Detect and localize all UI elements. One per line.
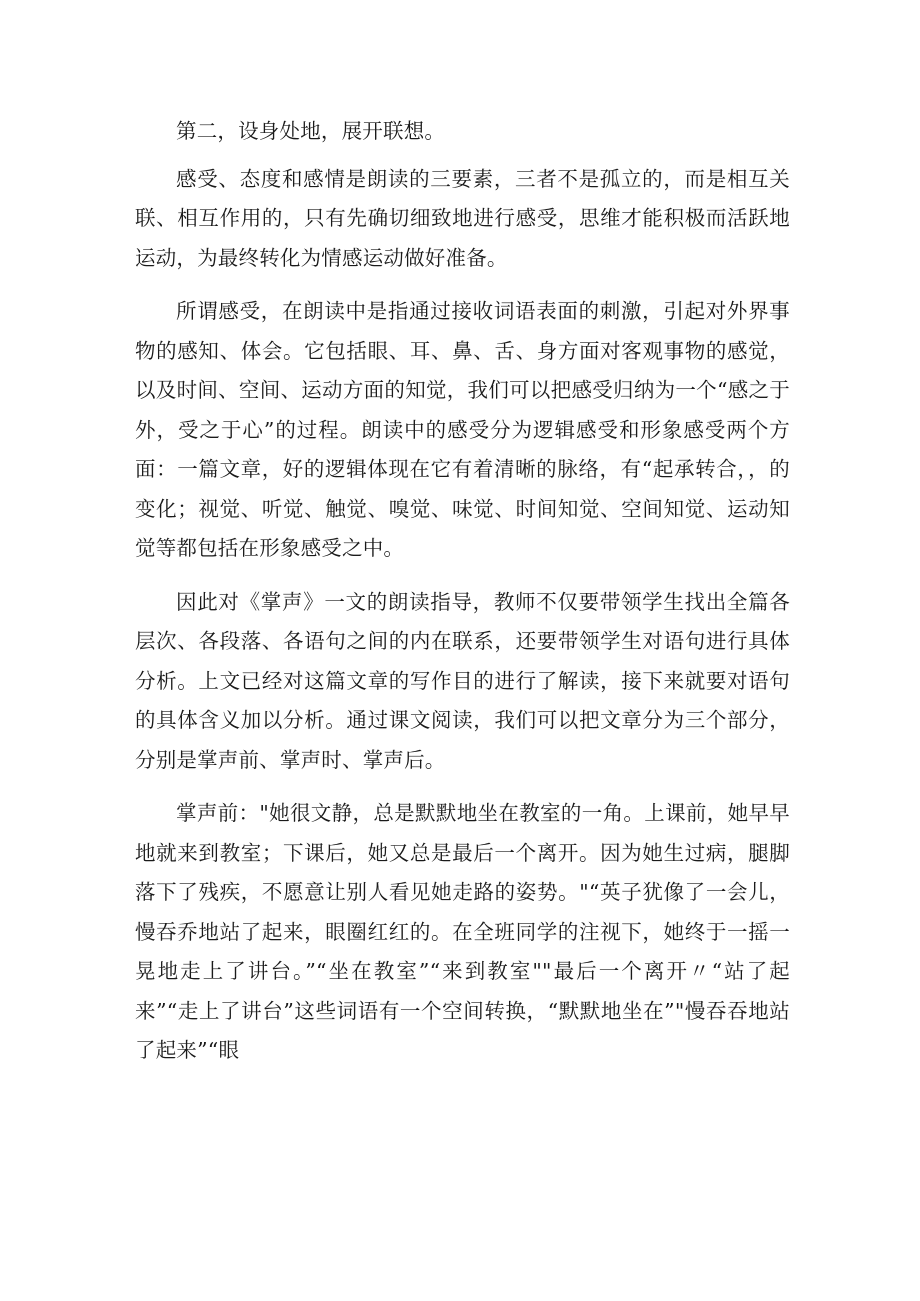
- paragraph: 感受、态度和感情是朗读的三要素，三者不是孤立的，而是相互关联、相互作用的，只有先确切细致地进行感受，思维才能积极而活跃地运动，为最终转化为情感运动做好准备。: [135, 166, 790, 270]
- document-body: [135, 112, 790, 1085]
- paragraph-heading: 第二，设身处地，展开联想。: [176, 119, 446, 143]
- paragraph: 掌声前："她很文静，总是默默地坐在教室的一角。上课前，她早早地就来到教室；下课后，她又总是最后一个离开。因为她生过病，腿脚落下了残疾，不愿意让别人看见她走路的姿势。"“英子犹像了一会儿，慢吞乔地站了起来，眼圈红红的。在全班同学的注视下，她终于一摇一晃地走上了讲台。”“坐在教室”“来到教室""最后一个离开〃“站了起来”“走上了讲台”这些词语有一个空间转换，“默默地坐在”"慢吞吞地站了起来”“眼: [135, 801, 790, 1062]
- paragraph: 因此对《掌声》一文的朗读指导，教师不仅要带领学生找出全篇各层次、各段落、各语句之间的内在联系，还要带领学生对语句进行具体分析。上文已经对这篇文章的写作目的进行了解读，接下来就要对语句的具体含义加以分析。通过课文阅读，我们可以把文章分为三个部分，分别是掌声前、掌声时、掌声后。: [135, 589, 790, 772]
- paragraph: 所谓感受，在朗读中是指通过接收词语表面的刺激，引起对外界事物的感知、体会。它包括眼、耳、鼻、舌、身方面对客观事物的感觉，以及时间、空间、运动方面的知觉，我们可以把感受归纳为一个“感之于外，受之于心”的过程。朗读中的感受分为逻辑感受和形象感受两个方面：一篇文章，好的逻辑体现在它有着清晰的脉络，有“起承转合，，的变化；视觉、听觉、触觉、嗅觉、味觉、时间知觉、空间知觉、运动知觉等都包括在形象感受之中。: [135, 299, 790, 560]
